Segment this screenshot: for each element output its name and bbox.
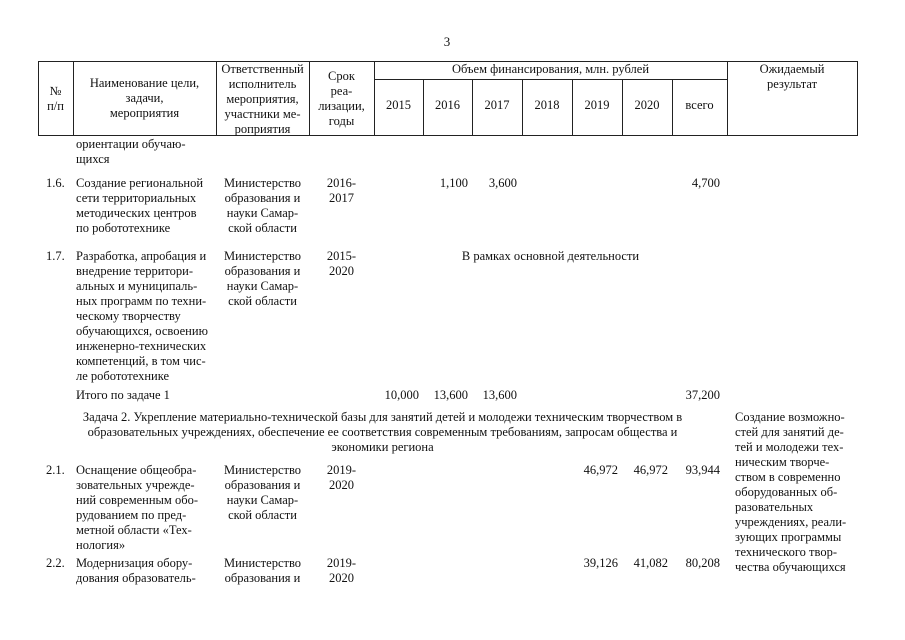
- row-2-1-total: 93,944: [685, 463, 720, 477]
- row-2-1-name: Оснащение общеобра- зовательных учрежде- ний современным обо- рудованием по пред- метной области «Тех- нология»: [76, 463, 198, 552]
- total-task1-2016: 13,600: [433, 388, 468, 402]
- total-task1-label: Итого по задаче 1: [76, 388, 170, 402]
- total-task1-total: 37,200: [685, 388, 720, 402]
- row-2-1-term: 2019- 2020: [326, 463, 357, 492]
- row-2-2-term: 2019- 2020: [326, 556, 357, 585]
- task2-result: Создание возможно- стей для занятий де- тей и молодежи тех- ническим творче- ством в современно оборудованных об- разовательных учреждениях, реали- зующих программы технического твор- чества обучающихся: [735, 410, 847, 574]
- row-1-6-responsible: Министерство образования и науки Самар- ской области: [223, 176, 302, 235]
- row-1-7-name: Разработка, апробация и внедрение территори- альных и муниципаль- ных программ по техни- ческому творчеству обучающихся, освоению инженерно-технических компетенций, в том чис- ле робототехнике: [76, 249, 208, 383]
- header-year-2019: 2019: [584, 98, 610, 112]
- row-2-2-responsible: Министерство образования и: [223, 556, 302, 585]
- row-2-2-2020: 41,082: [633, 556, 668, 570]
- task2-title: Задача 2. Укрепление материально-технической базы для занятий детей и молодежи техническим творчеством в образовательных учреждениях, обеспечение ее соответствия современным требованиям, запросам общества и экономики региона: [82, 410, 683, 454]
- header-year-2017: 2017: [484, 98, 510, 112]
- header-result: Ожидаемый результат: [759, 62, 825, 91]
- header-funding-title: Объем финансирования, млн. рублей: [451, 62, 650, 76]
- row-2-2-name: Модернизация обору- дования образователь-: [76, 556, 196, 585]
- header-term: Срок реа- лизации, годы: [318, 69, 365, 128]
- row-1-6-term: 2016- 2017: [326, 176, 357, 205]
- header-year-2016: 2016: [435, 98, 460, 112]
- row-2-1-2019: 46,972: [583, 463, 618, 477]
- header-bottom-border: [38, 135, 858, 136]
- row-2-2-total: 80,208: [685, 556, 720, 570]
- row-2-2-2019: 39,126: [583, 556, 618, 570]
- header-name: Наименование цели, задачи, мероприятия: [89, 76, 200, 120]
- row-1-6-name: Создание региональной сети территориальных методических центров по робототехнике: [76, 176, 204, 235]
- row-1-6-total: 4,700: [691, 176, 720, 190]
- funding-subheader-border: [374, 79, 727, 80]
- header-num: № п/п: [47, 84, 64, 113]
- page-number: 3: [443, 34, 451, 49]
- total-task1-2015: 10,000: [384, 388, 419, 402]
- row-1-7-term: 2015- 2020: [326, 249, 357, 278]
- header-year-2018: 2018: [534, 98, 560, 112]
- header-total: всего: [685, 98, 714, 112]
- header-responsible: Ответственный исполнитель мероприятия, участники ме- роприятия: [221, 62, 304, 136]
- row-1-6-2016: 1,100: [439, 176, 468, 190]
- header-year-2015: 2015: [386, 98, 411, 112]
- row-1-6-num: 1.6.: [46, 176, 65, 190]
- header-year-2020: 2020: [634, 98, 660, 112]
- row-1-7-responsible: Министерство образования и науки Самар- ской области: [223, 249, 302, 308]
- row-1-7-funding-note: В рамках основной деятельности: [461, 249, 640, 263]
- continued-name: ориентации обучаю- щихся: [76, 137, 186, 166]
- row-1-6-2017: 3,600: [488, 176, 517, 190]
- total-task1-2017: 13,600: [482, 388, 517, 402]
- row-1-7-num: 1.7.: [46, 249, 65, 263]
- row-2-1-2020: 46,972: [633, 463, 668, 477]
- row-2-2-num: 2.2.: [46, 556, 65, 570]
- header-col-line: [857, 61, 858, 136]
- row-2-1-num: 2.1.: [46, 463, 65, 477]
- row-2-1-responsible: Министерство образования и науки Самар- ской области: [223, 463, 302, 522]
